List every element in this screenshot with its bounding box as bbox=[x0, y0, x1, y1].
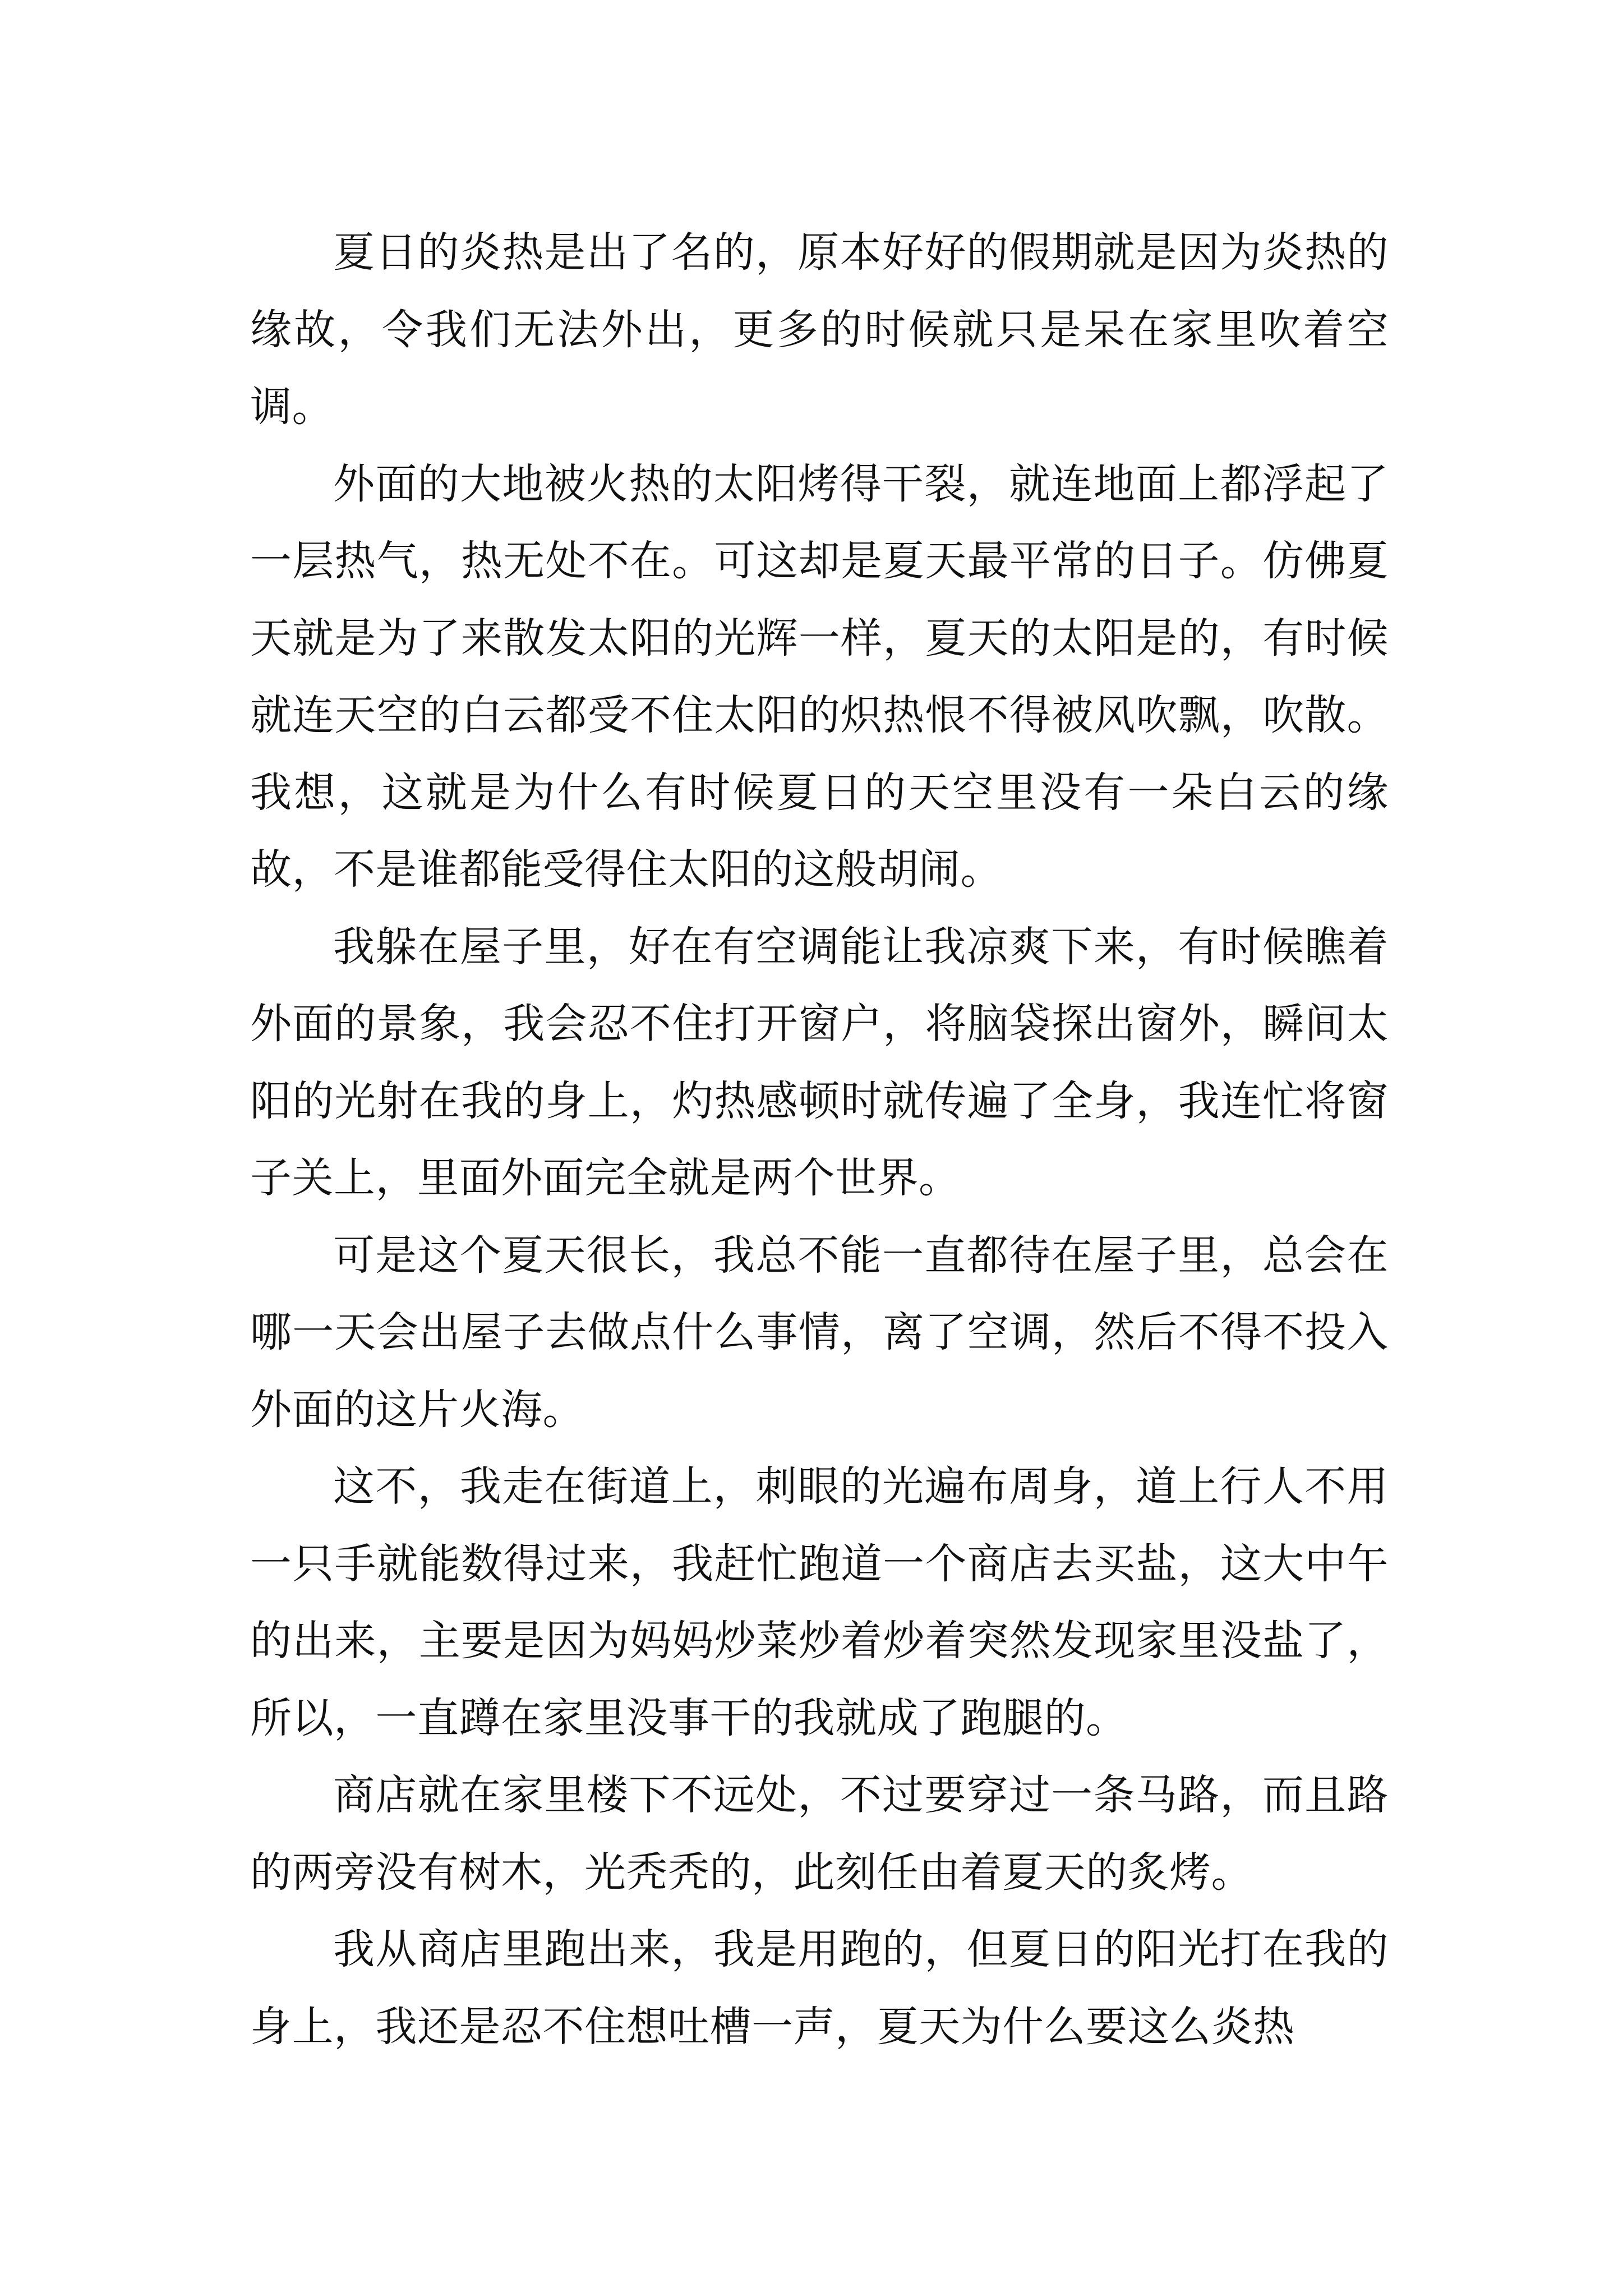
paragraph: 我躲在屋子里，好在有空调能让我凉爽下来，有时候瞧着外面的景象，我会忍不住打开窗户，将脑袋探出窗外，瞬间太阳的光射在我的身上，灼热感顿时就传遍了全身，我连忙将窗子关上，里面外面完全就是两个世界。 bbox=[250, 922, 1389, 1202]
paragraph: 这不，我走在街道上，刺眼的光遍布周身，道上行人不用一只手就能数得过来，我赶忙跑道一个商店去买盐，这大中午的出来，主要是因为妈妈炒菜炒着炒着突然发现家里没盐了，所以，一直蹲在家里没事干的我就成了跑腿的。 bbox=[250, 1462, 1389, 1742]
paragraph: 外面的大地被火热的太阳烤得干裂，就连地面上都浮起了一层热气，热无处不在。可这却是夏天最平常的日子。仿佛夏天就是为了来散发太阳的光辉一样，夏天的太阳是的，有时候就连天空的白云都受不住太阳的炽热恨不得被风吹飘，吹散。我想，这就是为什么有时候夏日的天空里没有一朵白云的缘故，不是谁都能受得住太阳的这般胡闹。 bbox=[250, 459, 1389, 894]
essay-body bbox=[250, 214, 1389, 2065]
paragraph: 商店就在家里楼下不远处，不过要穿过一条马路，而且路的两旁没有树木，光秃秃的，此刻任由着夏天的炙烤。 bbox=[250, 1771, 1389, 1897]
paragraph: 夏日的炎热是出了名的，原本好好的假期就是因为炎热的缘故，令我们无法外出，更多的时候就只是呆在家里吹着空调。 bbox=[250, 228, 1389, 431]
paragraph: 我从商店里跑出来，我是用跑的，但夏日的阳光打在我的身上，我还是忍不住想吐槽一声，夏天为什么要这么炎热 bbox=[250, 1925, 1389, 2051]
paragraph: 可是这个夏天很长，我总不能一直都待在屋子里，总会在哪一天会出屋子去做点什么事情，离了空调，然后不得不投入外面的这片火海。 bbox=[250, 1231, 1389, 1434]
